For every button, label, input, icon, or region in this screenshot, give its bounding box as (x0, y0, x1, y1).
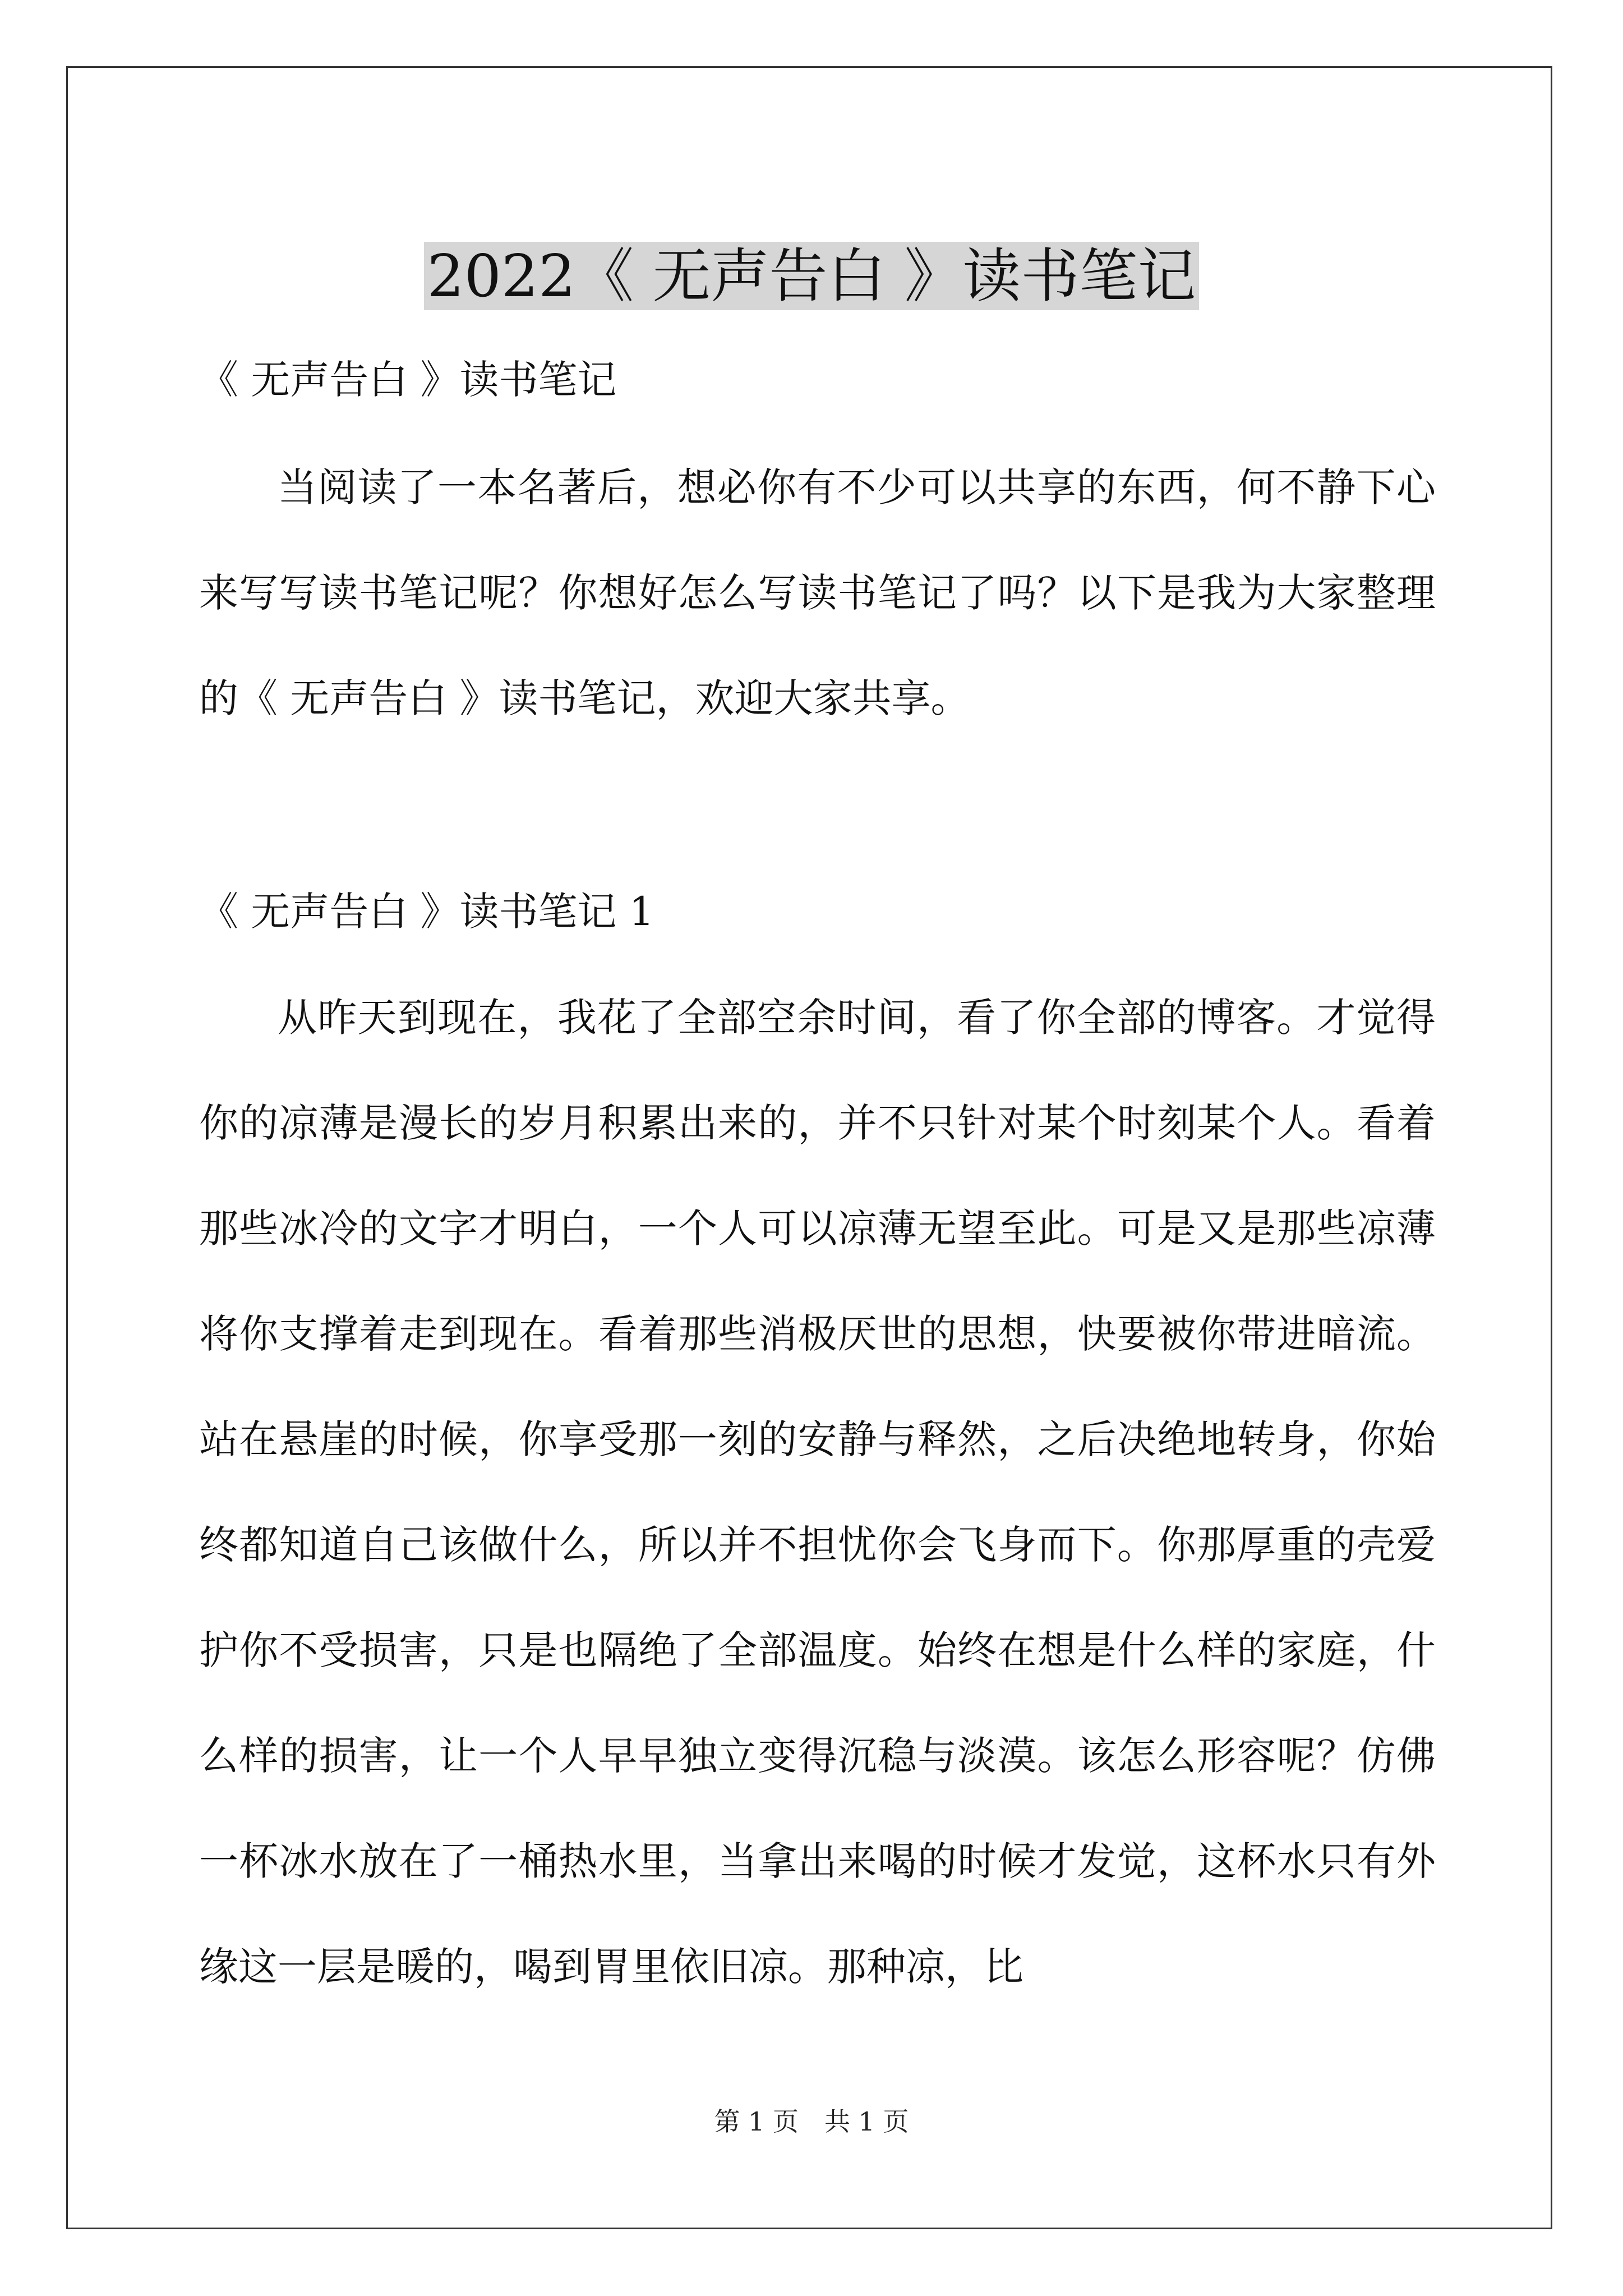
subtitle: 《 无声告白 》读书笔记 (199, 357, 617, 403)
section-heading: 《 无声告白 》读书笔记 1 (199, 889, 654, 935)
document-title-text: 2022《 无声告白 》读书笔记 (424, 242, 1200, 310)
body-paragraph: 从昨天到现在，我花了全部空余时间，看了你全部的博客。才觉得你的凉薄是漫长的岁月积累出来的，并不只针对某个时刻某个人。看着那些冰冷的文字才明白，一个人可以凉薄无望至此。可是又是那些凉薄将你支撑着走到现在。看着那些消极厌世的思想，快要被你带进暗流。站在悬崖的时候，你享受那一刻的安静与释然，之后决绝地转身，你始终都知道自己该做什么，所以并不担忧你会飞身而下。你那厚重的壳爱护你不受损害，只是也隔绝了全部温度。始终在想是什么样的家庭，什么样的损害，让一个人早早独立变得沉稳与淡漠。该怎么形容呢？仿佛一杯冰水放在了一桶热水里，当拿出来喝的时候才发觉，这杯水只有外缘这一层是暖的，喝到胃里依旧凉。那种凉，比 (199, 995, 1436, 1990)
intro-paragraph: 当阅读了一本名著后，想必你有不少可以共享的东西，何不静下心来写写读书笔记呢？你想好怎么写读书笔记了吗？以下是我为大家整理的《 无声告白 》读书笔记，欢迎大家共享。 (199, 464, 1436, 721)
document-title (0, 238, 1623, 314)
page-footer: 第 1 页 共 1 页 (714, 2106, 909, 2137)
